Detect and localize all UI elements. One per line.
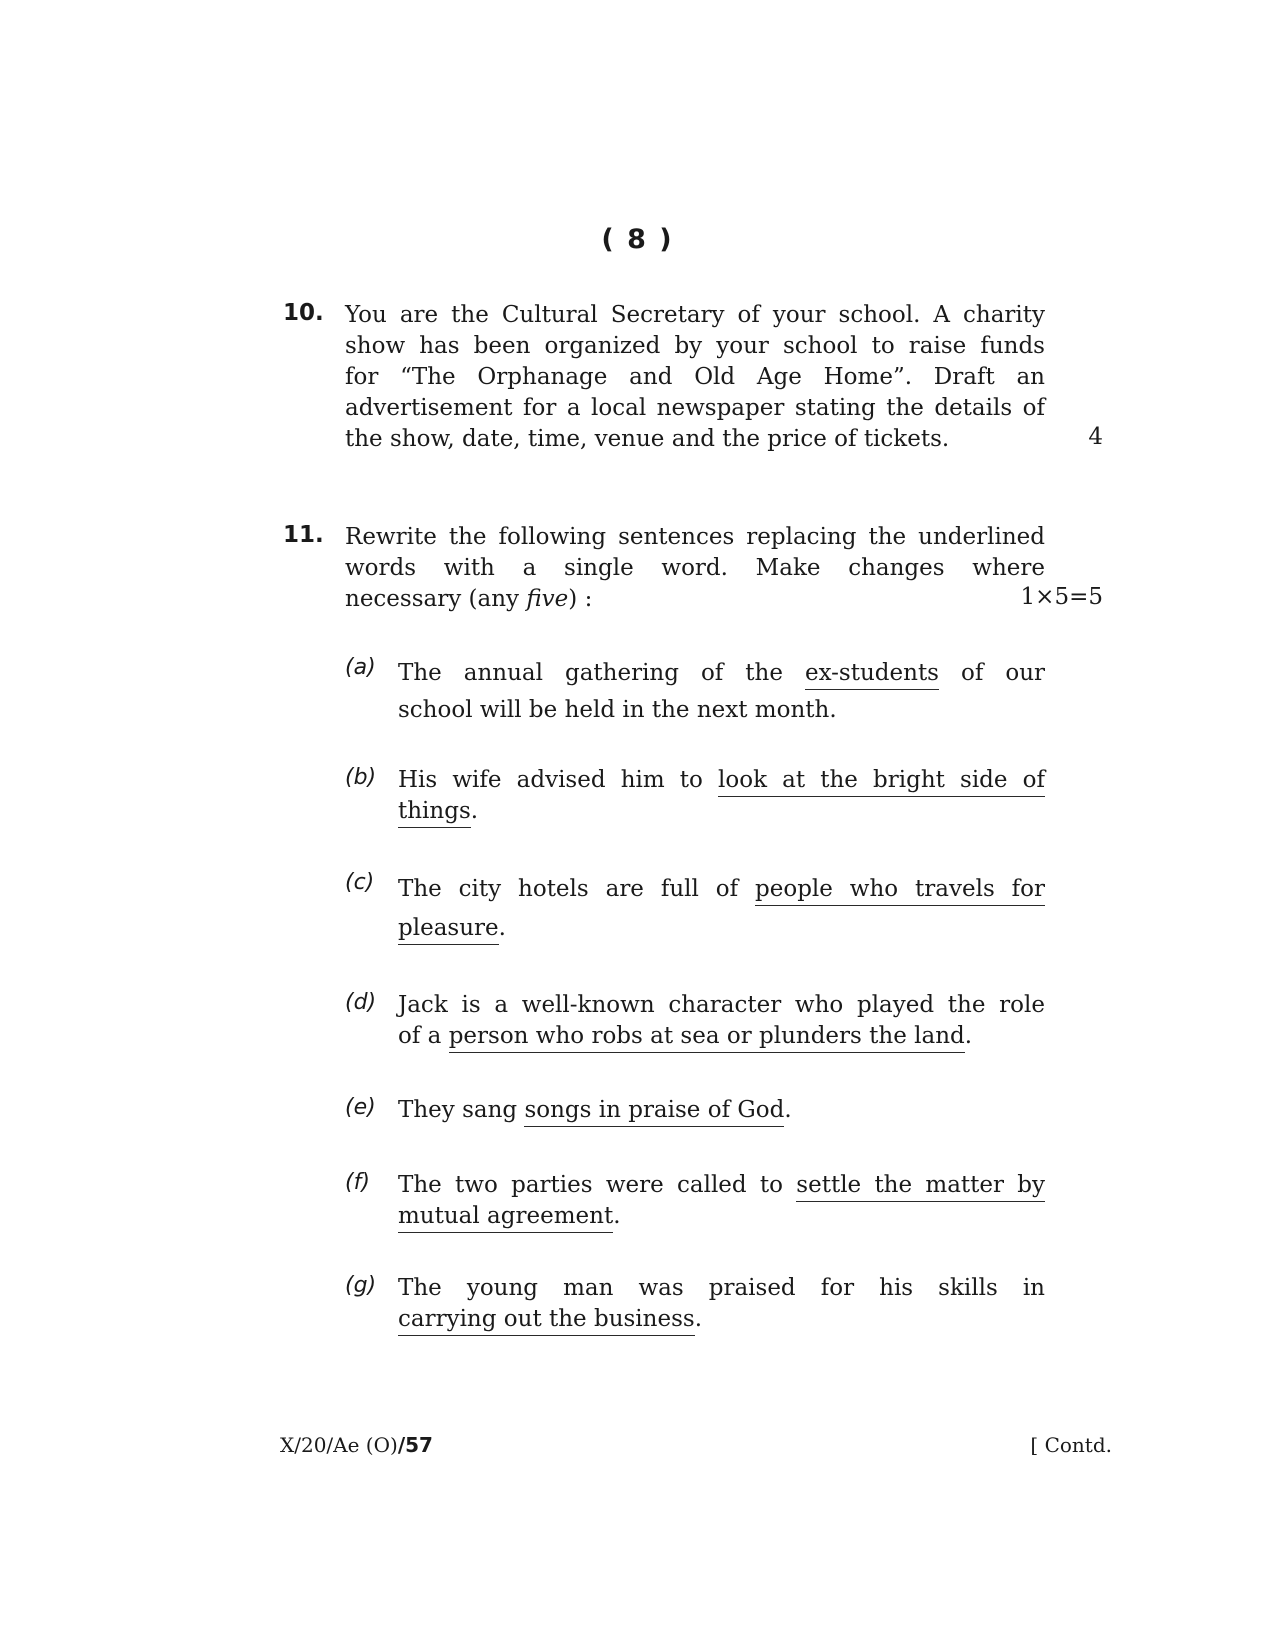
text-line: words with a single word. Make changes where	[345, 555, 1045, 581]
page-number: ( 8 )	[601, 224, 674, 255]
underlined-phrase: things	[398, 798, 471, 828]
text-line: the show, date, time, venue and the price of tickets.	[345, 426, 950, 452]
sub-text	[398, 1273, 1045, 1335]
sub-label: (e)	[345, 1095, 376, 1120]
text-line: for “The Orphanage and Old Age Home”. Draft an	[345, 364, 1045, 390]
text-line: The city hotels are full of people who travels for	[398, 870, 1045, 909]
marks: 4	[1088, 424, 1103, 450]
sub-text	[398, 1170, 1045, 1232]
question-text	[345, 300, 1045, 455]
continued-marker: [ Contd.	[1030, 1433, 1112, 1457]
text-line: carrying out the business.	[398, 1304, 1045, 1335]
sub-label: (d)	[345, 990, 377, 1015]
text-line: pleasure.	[398, 909, 1045, 948]
text-line: They sang songs in praise of God.	[398, 1095, 1045, 1126]
sub-text	[398, 655, 1045, 729]
sub-question-b	[345, 765, 1045, 835]
text-line: The two parties were called to settle the matter by	[398, 1170, 1045, 1201]
text-line: necessary (any five) :	[345, 586, 593, 612]
sub-label: (g)	[345, 1273, 377, 1298]
sub-question-f	[345, 1170, 1045, 1240]
sub-question-g	[345, 1273, 1045, 1343]
sub-question-e	[345, 1095, 1045, 1135]
sub-question-c	[345, 870, 1045, 950]
question-text	[345, 522, 1045, 615]
question-number: 10.	[283, 300, 324, 326]
sub-question-d	[345, 990, 1045, 1060]
text-line: The young man was praised for his skills in	[398, 1275, 1045, 1301]
text-line: of a person who robs at sea or plunders the land.	[398, 1021, 1045, 1052]
text-line: advertisement for a local newspaper stating the details of	[345, 395, 1045, 421]
underlined-phrase: mutual agreement	[398, 1203, 613, 1233]
underlined-phrase: pleasure	[398, 915, 499, 945]
underlined-phrase: look at the bright side of	[718, 767, 1045, 797]
paper-code: X/20/Ae (O)/57	[280, 1433, 433, 1457]
underlined-phrase: settle the matter by	[796, 1172, 1045, 1202]
sub-text	[398, 870, 1045, 948]
sub-label: (c)	[345, 870, 375, 895]
sub-question-a	[345, 655, 1045, 735]
underlined-phrase: songs in praise of God	[524, 1097, 784, 1127]
sub-label: (a)	[345, 655, 376, 680]
underlined-phrase: people who travels for	[755, 876, 1045, 906]
text-line: Jack is a well-known character who played the role	[398, 992, 1045, 1018]
text-line: show has been organized by your school to raise funds	[345, 333, 1045, 359]
sub-text	[398, 1095, 1045, 1126]
text-line: things.	[398, 796, 1045, 827]
text-line: His wife advised him to look at the bright side of	[398, 765, 1045, 796]
underlined-phrase: carrying out the business	[398, 1306, 695, 1336]
text-line: You are the Cultural Secretary of your school. A charity	[345, 302, 1045, 328]
underlined-phrase: person who robs at sea or plunders the land	[449, 1023, 965, 1053]
sub-text	[398, 765, 1045, 827]
question-10	[283, 300, 1103, 460]
text-line: The annual gathering of the ex-students of our	[398, 655, 1045, 692]
question-11	[283, 522, 1103, 622]
text-line: Rewrite the following sentences replacing the underlined	[345, 524, 1045, 550]
underlined-phrase: ex-students	[805, 660, 939, 690]
text-line: school will be held in the next month.	[398, 697, 837, 723]
marks: 1×5=5	[1020, 584, 1103, 610]
sub-text	[398, 990, 1045, 1052]
sub-label: (f)	[345, 1170, 370, 1195]
emphasis: five	[526, 586, 569, 612]
text-line: mutual agreement.	[398, 1201, 1045, 1232]
sub-label: (b)	[345, 765, 377, 790]
question-number: 11.	[283, 522, 324, 548]
